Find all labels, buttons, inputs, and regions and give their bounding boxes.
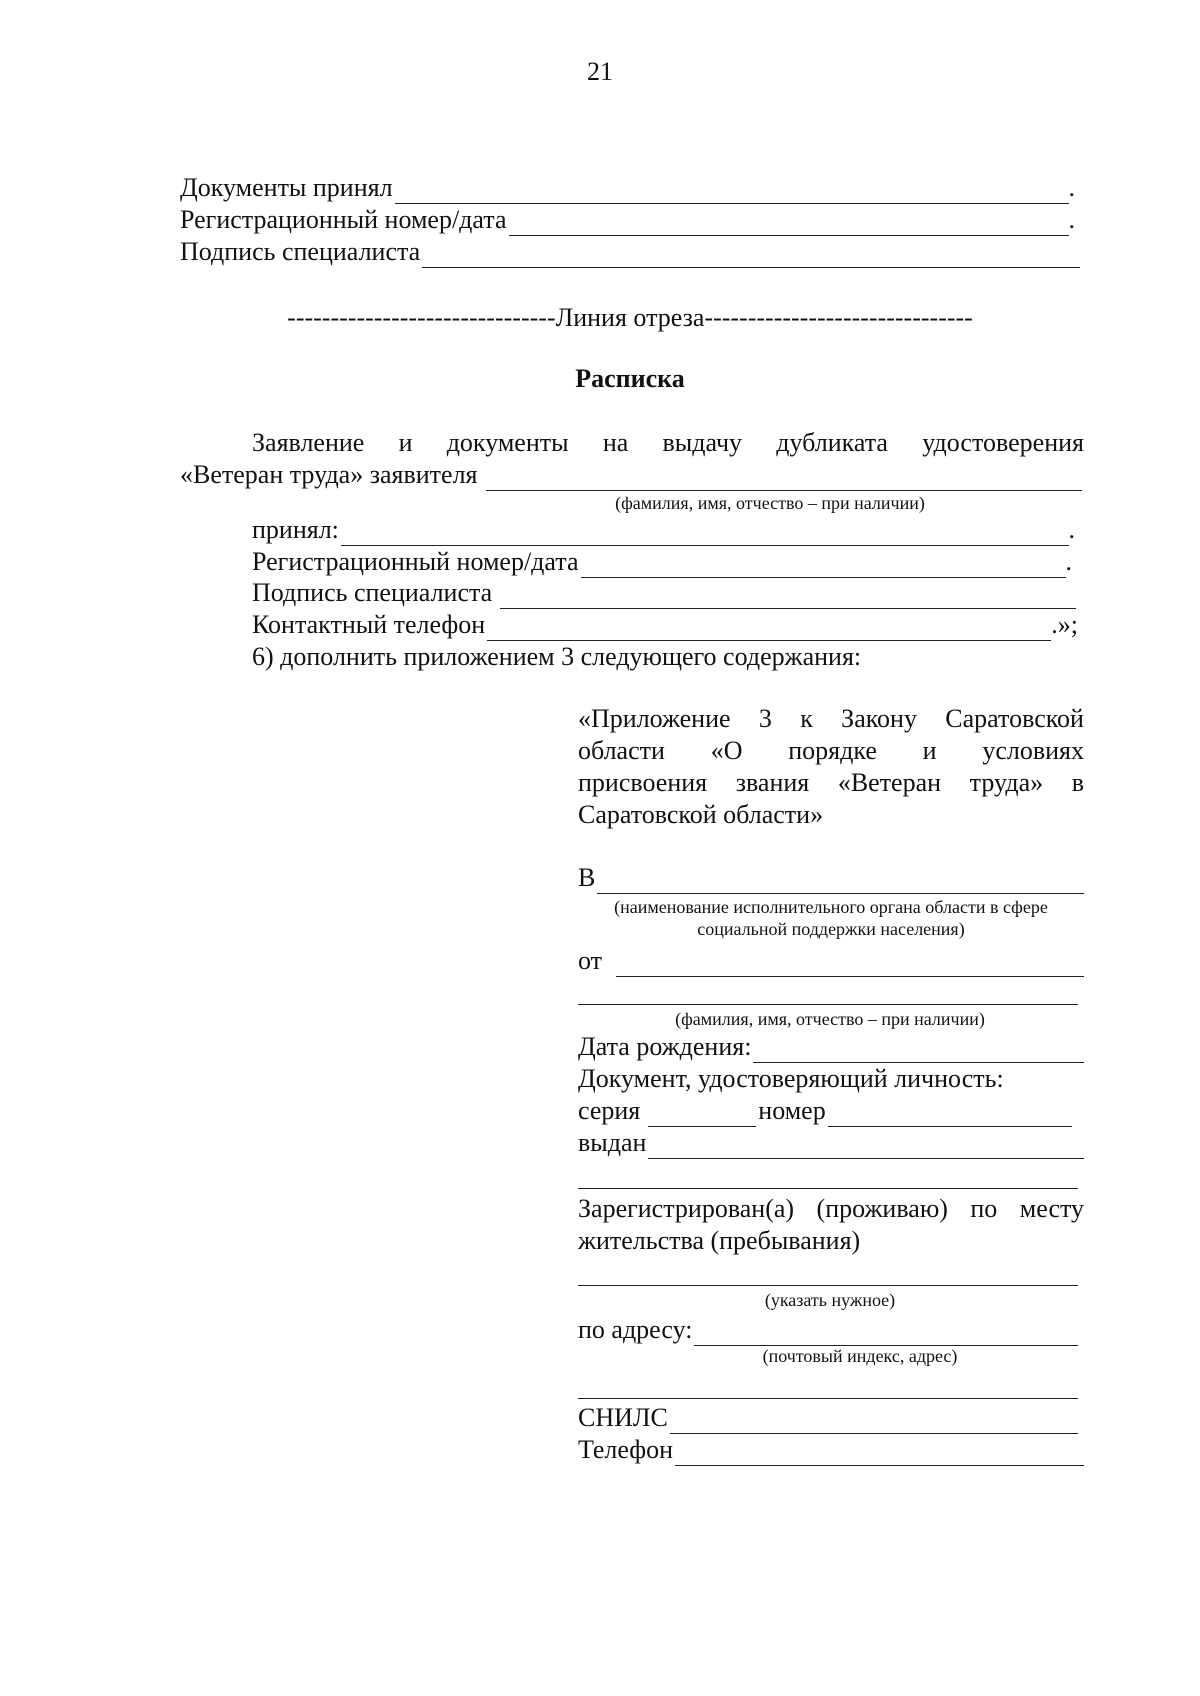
- snils-field[interactable]: [670, 1409, 1078, 1434]
- period-mark: .: [1065, 547, 1072, 576]
- snils-label: СНИЛС: [578, 1403, 668, 1432]
- word: «Приложение: [578, 704, 731, 733]
- receipt-reg-label: Регистрационный номер/дата: [252, 547, 579, 576]
- docs-accepted-label: Документы принял: [180, 173, 393, 202]
- receipt-signature-field[interactable]: [500, 584, 1076, 609]
- address-field-line2[interactable]: [578, 1398, 1078, 1399]
- birth-date-label: Дата рождения:: [578, 1032, 752, 1061]
- to-organ-field[interactable]: [597, 869, 1084, 894]
- address-field[interactable]: [694, 1321, 1078, 1346]
- series-label: серия: [578, 1096, 641, 1125]
- address-label: по адресу:: [578, 1315, 693, 1344]
- receipt-reg-row: [252, 546, 1072, 578]
- from-prefix: от: [578, 946, 603, 975]
- number-field[interactable]: [828, 1102, 1072, 1127]
- receipt-title: Расписка: [575, 364, 685, 393]
- signature-row: [180, 236, 1080, 268]
- issued-field[interactable]: [648, 1134, 1084, 1159]
- organ-hint-line1: (наименование исполнительного органа области в сфере: [614, 897, 1048, 917]
- word: и: [922, 736, 937, 765]
- from-field[interactable]: [616, 952, 1084, 977]
- word: (проживаю): [816, 1194, 948, 1223]
- to-organ-row: [578, 862, 1084, 894]
- word: 3: [758, 704, 772, 733]
- word: области: [578, 736, 665, 765]
- word: удостоверения: [922, 428, 1084, 457]
- receipt-reg-field[interactable]: [581, 553, 1066, 578]
- issued-label: выдан: [578, 1128, 647, 1157]
- signature-label: Подпись специалиста: [180, 237, 421, 266]
- word: Закону: [841, 704, 917, 733]
- fio-hint: (фамилия, имя, отчество – при наличии): [675, 1009, 985, 1029]
- snils-row: [578, 1402, 1078, 1434]
- applicant-label: «Ветеран труда» заявителя: [180, 460, 478, 489]
- issued-field-line2[interactable]: [578, 1188, 1078, 1189]
- appendix-header-line2: [578, 735, 1084, 767]
- word: труда»: [969, 768, 1044, 797]
- address-row: [578, 1314, 1078, 1346]
- word: присвоения: [578, 768, 708, 797]
- period-mark: .: [1068, 205, 1075, 234]
- receipt-accepted-field[interactable]: [341, 521, 1069, 546]
- receipt-paragraph-line1: [252, 427, 1084, 459]
- docs-accepted-field[interactable]: [395, 179, 1069, 204]
- reg-number-field[interactable]: [509, 211, 1069, 236]
- cut-line-label: Линия отреза: [555, 303, 705, 332]
- word: «О: [710, 736, 743, 765]
- receipt-accepted-row: [252, 514, 1075, 546]
- word: «Ветеран: [837, 768, 942, 797]
- reg-number-row: [180, 204, 1075, 236]
- amendment-text: 6) дополнить приложением 3 следующего содержания:: [252, 642, 862, 671]
- word: и: [398, 428, 413, 457]
- from-row: [578, 945, 1084, 977]
- word: Заявление: [252, 428, 365, 457]
- series-field[interactable]: [648, 1102, 756, 1127]
- word: условиях: [982, 736, 1084, 765]
- receipt-signature-row: [252, 577, 1076, 609]
- signature-field[interactable]: [422, 243, 1080, 268]
- address-hint: (почтовый индекс, адрес): [762, 1346, 958, 1366]
- word: к: [800, 704, 813, 733]
- receipt-accepted-label: принял:: [252, 515, 339, 544]
- residence-label: жительства (пребывания): [578, 1226, 861, 1255]
- word: в: [1071, 768, 1084, 797]
- receipt-phone-label: Контактный телефон: [252, 610, 486, 639]
- registered-line1: [578, 1193, 1084, 1225]
- word: звания: [735, 768, 810, 797]
- receipt-signature-label: Подпись специалиста: [252, 578, 493, 607]
- from-field-line2[interactable]: [578, 1004, 1078, 1005]
- period-mark: .: [1068, 515, 1075, 544]
- cut-line: [200, 302, 1060, 334]
- appendix-header-line1: [578, 703, 1084, 735]
- page-number: 21: [587, 57, 613, 86]
- word: документы: [446, 428, 569, 457]
- word: Зарегистрирован(а): [578, 1194, 795, 1223]
- applicant-field[interactable]: [486, 466, 1082, 491]
- number-label: номер: [758, 1096, 826, 1125]
- id-document-label: Документ, удостоверяющий личность:: [578, 1064, 1004, 1093]
- series-number-row: [578, 1095, 1072, 1127]
- applicant-row: [180, 459, 1082, 491]
- organ-hint-line2: социальной поддержки населения): [697, 919, 965, 939]
- appendix-header-line3: [578, 767, 1084, 799]
- word: порядке: [788, 736, 877, 765]
- issued-row: [578, 1127, 1084, 1159]
- specify-hint: (указать нужное): [764, 1290, 896, 1310]
- period-mark: .: [1068, 173, 1075, 202]
- reg-number-label: Регистрационный номер/дата: [180, 205, 507, 234]
- phone-end-mark: .»;: [1051, 610, 1078, 639]
- docs-accepted-row: [180, 172, 1075, 204]
- word: выдачу: [662, 428, 743, 457]
- cut-line-dashes-right: -------------------------------: [704, 303, 973, 332]
- birth-date-field[interactable]: [753, 1038, 1084, 1063]
- word: месту: [1019, 1194, 1084, 1223]
- cut-line-dashes-left: -------------------------------: [287, 303, 556, 332]
- phone-row: [578, 1434, 1084, 1466]
- phone-field[interactable]: [675, 1441, 1084, 1466]
- word: по: [970, 1194, 998, 1223]
- phone-label: Телефон: [578, 1435, 674, 1464]
- appendix-header-line4: Саратовской области»: [578, 800, 824, 829]
- word: дубликата: [776, 428, 888, 457]
- word: Саратовской: [945, 704, 1084, 733]
- birth-date-row: [578, 1031, 1084, 1063]
- applicant-fio-hint: (фамилия, имя, отчество – при наличии): [615, 493, 925, 513]
- to-prefix: В: [578, 863, 596, 892]
- word: на: [602, 428, 629, 457]
- residence-field[interactable]: [578, 1285, 1078, 1286]
- receipt-phone-row: [252, 609, 1078, 641]
- receipt-phone-field[interactable]: [487, 616, 1051, 641]
